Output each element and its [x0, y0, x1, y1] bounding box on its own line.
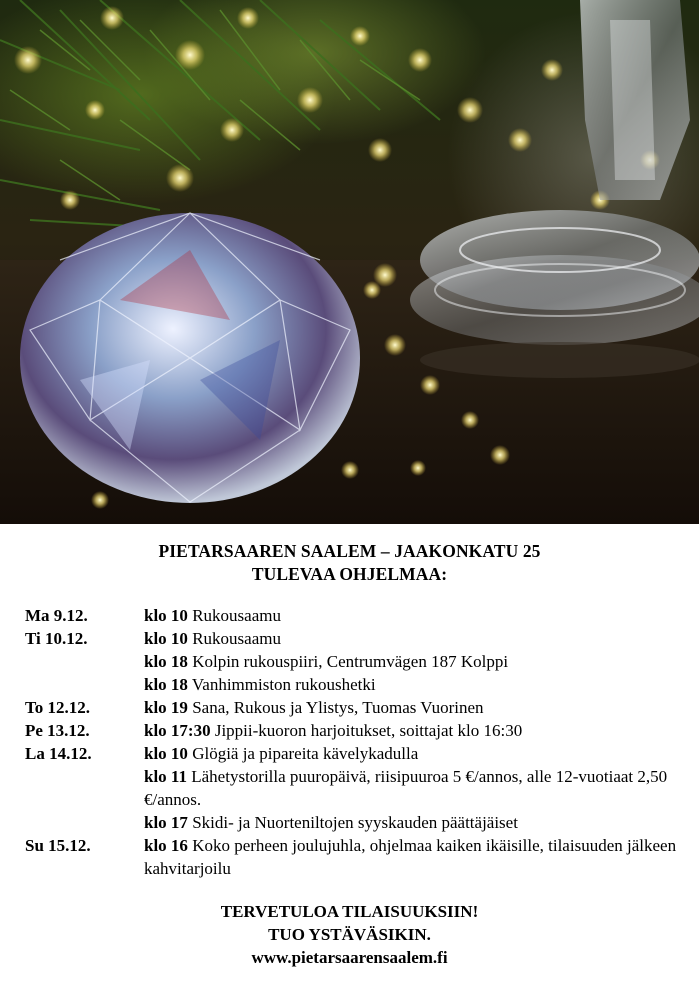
- schedule-day: [25, 811, 144, 834]
- glass-candle-holder: [410, 0, 699, 378]
- schedule-row: [25, 650, 685, 673]
- schedule-time: klo 10: [144, 606, 188, 625]
- schedule-entry: [144, 834, 685, 880]
- schedule-time: klo 17:30: [144, 721, 211, 740]
- diamond-crystal: [20, 213, 360, 503]
- schedule-text: Skidi- ja Nuorteniltojen syyskauden päättäjäiset: [192, 813, 518, 832]
- venue-title: PIETARSAAREN SAALEM – JAAKONKATU 25: [158, 541, 541, 561]
- schedule-day: [25, 673, 144, 696]
- schedule-time: klo 10: [144, 629, 188, 648]
- program-heading: TULEVAA OHJELMAA:: [251, 564, 448, 584]
- schedule-row: [25, 673, 685, 696]
- schedule-text: Sana, Rukous ja Ylistys, Tuomas Vuorinen: [192, 698, 484, 717]
- schedule-day: La 14.12.: [25, 744, 92, 763]
- schedule-text: Rukousaamu: [192, 629, 281, 648]
- schedule-day: Su 15.12.: [25, 836, 91, 855]
- footer-block: [0, 900, 699, 969]
- schedule-text: Rukousaamu: [192, 606, 281, 625]
- schedule-row: [25, 627, 685, 650]
- event-title-block: [0, 540, 699, 586]
- schedule-time: klo 18: [144, 652, 188, 671]
- schedule-time: klo 10: [144, 744, 188, 763]
- schedule-text: Lähetystorilla puuropäivä, riisipuuroa 5 €/annos, alle 12-vuotiaat 2,50 €/annos.: [144, 767, 668, 809]
- schedule-row: [25, 742, 685, 765]
- schedule-day: [25, 765, 144, 811]
- schedule-entry: [144, 811, 685, 834]
- schedule-row: [25, 604, 685, 627]
- schedule-entry: [144, 673, 685, 696]
- schedule-entry: [144, 696, 685, 719]
- schedule-entry: [144, 719, 685, 742]
- schedule-day: Ti 10.12.: [25, 629, 88, 648]
- schedule-day: Ma 9.12.: [25, 606, 88, 625]
- schedule-row: [25, 696, 685, 719]
- schedule-row: [25, 765, 685, 811]
- schedule-time: klo 19: [144, 698, 188, 717]
- welcome-text: TERVETULOA TILAISUUKSIIN!: [220, 902, 479, 921]
- schedule-time: klo 17: [144, 813, 188, 832]
- schedule-text: Vanhimmiston rukoushetki: [191, 675, 376, 694]
- schedule-entry: [144, 765, 685, 811]
- schedule-row: [25, 811, 685, 834]
- schedule-day: Pe 13.12.: [25, 721, 90, 740]
- schedule-entry: [144, 650, 685, 673]
- schedule-day: To 12.12.: [25, 698, 91, 717]
- schedule-text: Koko perheen joulujuhla, ohjelmaa kaiken ikäisille, tilaisuuden jälkeen kahvitarjoilu: [144, 836, 677, 878]
- schedule-day: [25, 650, 144, 673]
- schedule-time: klo 16: [144, 836, 188, 855]
- schedule-text: Glögiä ja pipareita kävelykadulla: [192, 744, 419, 763]
- schedule-entry: [144, 604, 685, 627]
- website-link[interactable]: www.pietarsaarensaalem.fi: [251, 948, 448, 967]
- schedule-entry: [144, 742, 685, 765]
- invite-text: TUO YSTÄVÄSIKIN.: [268, 925, 431, 944]
- schedule-time: klo 11: [144, 767, 187, 786]
- schedule-text: Jippii-kuoron harjoitukset, soittajat klo 16:30: [214, 721, 523, 740]
- schedule-row: [25, 719, 685, 742]
- schedule-list: [25, 604, 685, 880]
- schedule-text: Kolpin rukouspiiri, Centrumvägen 187 Kolppi: [192, 652, 509, 671]
- schedule-time: klo 18: [144, 675, 188, 694]
- schedule-entry: [144, 627, 685, 650]
- schedule-row: [25, 834, 685, 880]
